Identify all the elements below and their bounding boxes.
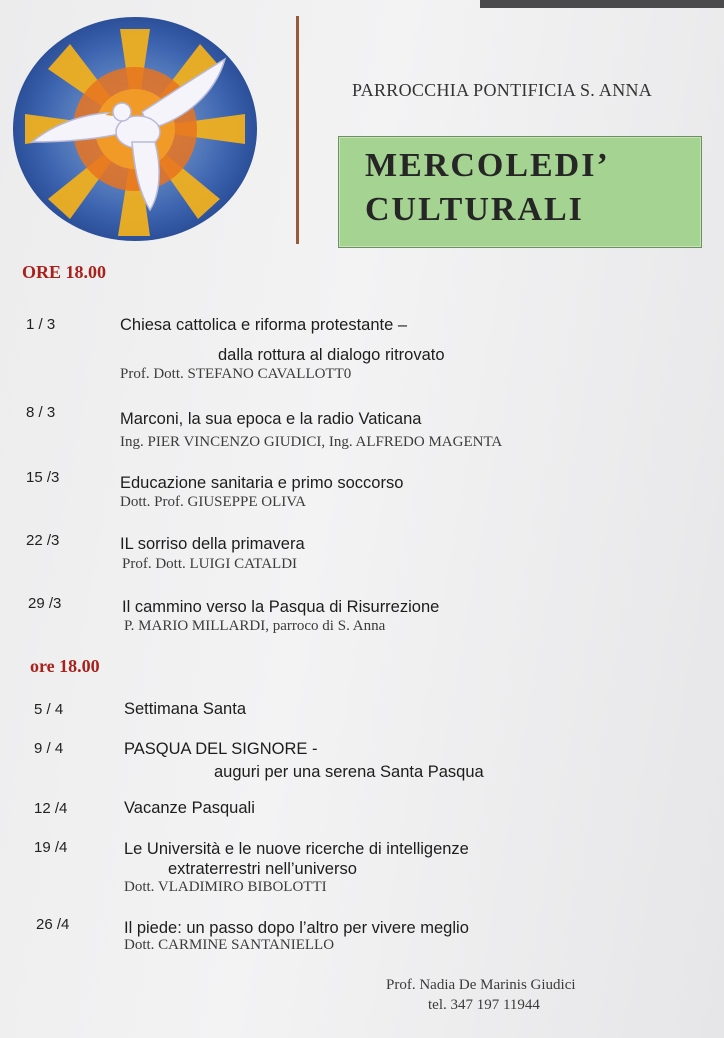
- event-topic: Educazione sanitaria e primo soccorso: [120, 474, 404, 492]
- event-topic-cont: auguri per una serena Santa Pasqua: [214, 763, 484, 781]
- header-divider: [296, 16, 299, 244]
- event-date: 5 / 4: [34, 701, 64, 718]
- dove-sun-icon: [10, 14, 260, 244]
- organizer-name: Prof. Nadia De Marinis Giudici: [386, 977, 576, 993]
- event-speaker: Dott. CARMINE SANTANIELLO: [124, 937, 335, 953]
- title-line-1: MERCOLEDI’: [365, 147, 610, 184]
- event-speaker: Prof. Dott. STEFANO CAVALLOTT0: [120, 366, 352, 382]
- event-topic: Settimana Santa: [124, 700, 246, 718]
- event-topic: Il piede: un passo dopo l’altro per vivere meglio: [124, 919, 469, 937]
- event-date: 15 /3: [26, 469, 60, 486]
- top-shadow: [480, 0, 724, 8]
- march-hour: ORE 18.00: [22, 262, 107, 282]
- event-speaker: Ing. PIER VINCENZO GIUDICI, Ing. ALFREDO MAGENTA: [120, 434, 503, 450]
- event-date: 22 /3: [26, 532, 60, 549]
- event-date: 1 / 3: [26, 316, 56, 333]
- organizer-phone: tel. 347 197 11944: [428, 997, 540, 1013]
- event-speaker: P. MARIO MILLARDI, parroco di S. Anna: [124, 618, 386, 634]
- event-speaker: Dott. VLADIMIRO BIBOLOTTI: [124, 879, 327, 895]
- event-date: 8 / 3: [26, 404, 56, 421]
- event-topic: Le Università e le nuove ricerche di intelligenze: [124, 840, 469, 858]
- event-topic-cont: extraterrestri nell’universo: [168, 860, 357, 878]
- event-topic: Il cammino verso la Pasqua di Risurrezione: [122, 598, 440, 616]
- event-topic: Chiesa cattolica e riforma protestante –: [120, 316, 408, 334]
- event-topic-cont: dalla rottura al dialogo ritrovato: [218, 346, 445, 364]
- event-topic: Marconi, la sua epoca e la radio Vaticana: [120, 410, 422, 428]
- event-date: 26 /4: [36, 916, 70, 933]
- title-box: [338, 136, 702, 248]
- event-topic: Vacanze Pasquali: [124, 799, 255, 817]
- april-hour: ore 18.00: [30, 656, 100, 676]
- event-date: 29 /3: [28, 595, 62, 612]
- parish-name: PARROCCHIA PONTIFICIA S. ANNA: [352, 80, 653, 100]
- event-date: 12 /4: [34, 800, 68, 817]
- event-date: 9 / 4: [34, 740, 64, 757]
- event-speaker: Prof. Dott. LUIGI CATALDI: [122, 556, 298, 572]
- title-line-2: CULTURALI: [365, 191, 584, 228]
- event-topic: IL sorriso della primavera: [120, 535, 305, 553]
- event-topic: PASQUA DEL SIGNORE -: [124, 740, 318, 758]
- event-speaker: Dott. Prof. GIUSEPPE OLIVA: [120, 494, 306, 510]
- event-date: 19 /4: [34, 839, 68, 856]
